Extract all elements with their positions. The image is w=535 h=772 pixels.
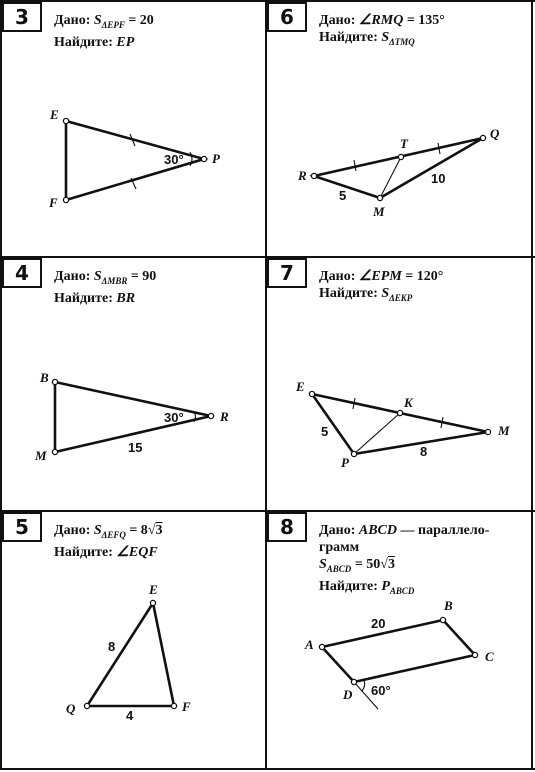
- triangle-figure: [2, 512, 265, 768]
- find-expr: S: [381, 30, 390, 45]
- length-ep: 5: [321, 424, 329, 439]
- point-r: [311, 173, 316, 178]
- given-value: = 135°: [406, 13, 445, 28]
- parallelogram-abcd: [322, 620, 475, 682]
- find-value: BR: [116, 290, 136, 306]
- area-value: = 50: [354, 557, 381, 572]
- point-d: [351, 679, 356, 684]
- given-expr: S: [93, 523, 102, 538]
- find-sub: ΔEKP: [389, 292, 413, 303]
- point-b: [52, 379, 57, 384]
- triangle-figure: [267, 2, 531, 256]
- problem-number: 7: [267, 258, 307, 288]
- length-mr: 15: [128, 440, 143, 455]
- point-q: [480, 135, 485, 140]
- area-sub: ABCD: [326, 563, 352, 574]
- triangle-figure: [2, 258, 265, 510]
- label-f: F: [49, 195, 58, 210]
- sqrt-radicand: 3: [155, 523, 163, 538]
- length-pm: 8: [420, 444, 428, 459]
- angle-label: 30°: [164, 152, 184, 167]
- given-expr: S: [93, 269, 102, 284]
- label-k: K: [404, 395, 413, 410]
- find-label: Найдите:: [54, 34, 113, 50]
- label-m: M: [373, 204, 385, 219]
- find-value: ∠EQF: [116, 544, 158, 560]
- point-c: [472, 652, 477, 657]
- length-qe: 8: [108, 639, 116, 654]
- outer-border-bottom: [0, 768, 535, 770]
- triangle-eqf: [87, 603, 174, 706]
- find-expr: S: [381, 286, 390, 301]
- point-f: [171, 703, 176, 708]
- label-b: B: [40, 370, 49, 385]
- point-e: [63, 118, 68, 123]
- given-value: = 8: [129, 523, 148, 538]
- point-f: [63, 197, 68, 202]
- given-label: Дано:: [54, 523, 91, 538]
- sqrt-radicand: 3: [387, 557, 395, 572]
- point-t: [398, 154, 403, 159]
- angle-label: 60°: [371, 683, 391, 698]
- find-label: Найдите:: [319, 286, 378, 301]
- point-r: [208, 413, 213, 418]
- given-label: Дано:: [319, 13, 356, 28]
- point-m: [485, 429, 490, 434]
- given-value: = 20: [128, 13, 154, 28]
- given-expr: ABCD: [358, 523, 397, 538]
- label-t: T: [400, 136, 408, 151]
- problem-4: [2, 258, 265, 510]
- point-p: [201, 156, 206, 161]
- label-m: M: [35, 448, 47, 463]
- problem-6: [267, 2, 531, 256]
- point-q: [84, 703, 89, 708]
- label-c: C: [485, 649, 494, 664]
- find-sub: ABCD: [389, 585, 415, 596]
- point-k: [397, 410, 402, 415]
- label-q: Q: [490, 126, 500, 141]
- length-mq: 10: [431, 171, 446, 186]
- area-expr: S: [319, 557, 327, 572]
- find-label: Найдите:: [54, 290, 113, 306]
- length-rm: 5: [339, 188, 347, 203]
- outer-border-right: [531, 0, 533, 770]
- sqrt-sign: √: [380, 557, 388, 572]
- label-f: F: [182, 699, 191, 714]
- sqrt-sign: √: [147, 523, 156, 538]
- label-p: P: [212, 151, 220, 166]
- given-sub: ΔEPF: [101, 19, 125, 30]
- problem-5: [2, 512, 265, 768]
- label-m: M: [498, 423, 510, 438]
- given-expr: ∠EPM: [358, 269, 402, 284]
- label-r: R: [298, 168, 307, 183]
- problem-7: [267, 258, 531, 510]
- label-e: E: [296, 379, 305, 394]
- given-label: Дано:: [54, 269, 91, 284]
- given-value: = 90: [130, 269, 157, 284]
- find-sub: ΔTMQ: [389, 36, 415, 47]
- problem-number: 4: [2, 258, 42, 288]
- point-m: [377, 195, 382, 200]
- triangle-figure: [267, 258, 531, 510]
- problem-number: 5: [2, 512, 42, 542]
- length-ab: 20: [371, 616, 386, 631]
- label-d: D: [343, 687, 353, 702]
- label-e: E: [50, 107, 59, 122]
- problem-3: [2, 2, 265, 256]
- angle-arc: [362, 680, 365, 691]
- angle-label: 30°: [164, 410, 184, 425]
- given-label: Дано:: [319, 269, 356, 284]
- point-p: [351, 451, 356, 456]
- given-sub: ΔMBR: [101, 275, 128, 286]
- given-label: Дано:: [319, 523, 356, 538]
- find-label: Найдите:: [319, 30, 378, 45]
- given-label: Дано:: [54, 13, 91, 28]
- length-qf: 4: [126, 708, 134, 723]
- label-e: E: [149, 582, 158, 597]
- label-p: P: [341, 455, 349, 470]
- parallelogram-figure: [267, 512, 531, 768]
- given-text: — параллело-грамм: [319, 523, 490, 555]
- find-value: EP: [116, 34, 135, 50]
- label-q: Q: [66, 701, 76, 716]
- point-b: [440, 617, 445, 622]
- triangle-emp: [312, 394, 488, 454]
- find-expr: P: [381, 578, 390, 594]
- problem-8: [267, 512, 531, 768]
- label-r: R: [220, 409, 229, 424]
- problem-number: 3: [2, 2, 42, 32]
- point-a: [319, 644, 324, 649]
- point-m: [52, 449, 57, 454]
- angle-arc: [194, 412, 196, 422]
- find-label: Найдите:: [319, 578, 378, 594]
- label-b: B: [444, 598, 453, 613]
- point-e: [309, 391, 314, 396]
- given-expr: ∠RMQ: [358, 13, 404, 28]
- problem-number: 8: [267, 512, 307, 542]
- problem-number: 6: [267, 2, 307, 32]
- given-value: = 120°: [405, 269, 444, 284]
- label-a: A: [305, 637, 314, 652]
- point-e: [150, 600, 155, 605]
- triangle-figure: [2, 2, 265, 256]
- find-label: Найдите:: [54, 544, 113, 560]
- given-sub: ΔEFQ: [101, 529, 126, 540]
- given-expr: S: [93, 13, 102, 28]
